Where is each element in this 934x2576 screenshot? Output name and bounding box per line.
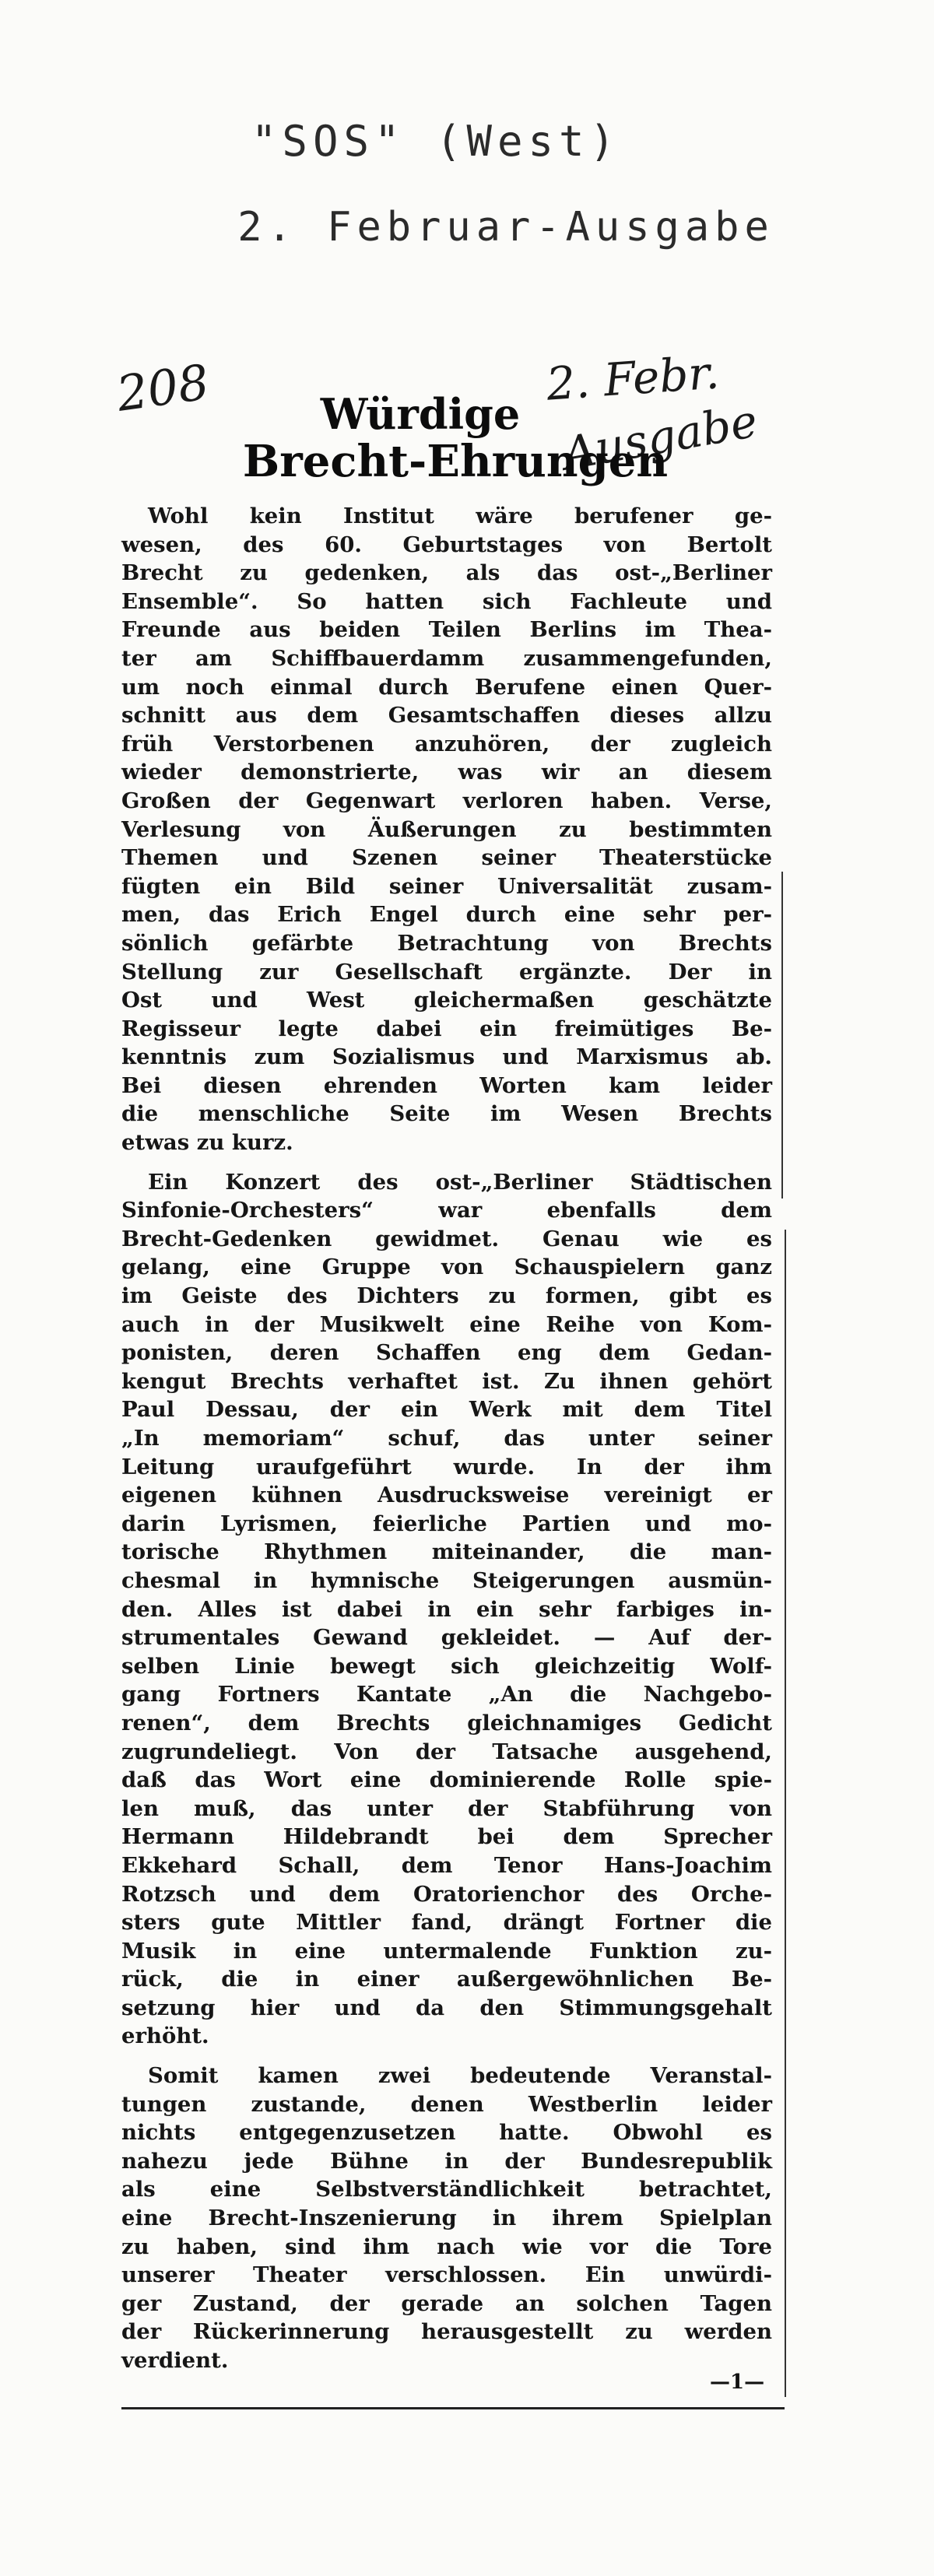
article-line: zugrundeliegt. Von der Tatsache ausgehend, [121,1739,772,1764]
article-line: „In memoriam“ schuf, das unter seiner [121,1426,772,1451]
article-paragraph [121,1168,772,2051]
article-line: die menschliche Seite im Wesen Brechts [121,1101,772,1127]
article-line: wieder demonstrierte, was wir an diesem [121,760,772,785]
handwritten-date-note: 2. Febr. [544,346,722,411]
article-line: kenntnis zum Sozialismus und Marxismus ab. [121,1044,772,1070]
article-line: wesen, des 60. Geburtstages von Bertolt [121,532,772,557]
article-line: ponisten, deren Schaffen eng dem Gedan- [121,1340,772,1366]
article-line: verdient. [121,2348,229,2373]
column-rule-lower [785,1230,786,2397]
article-line: Somit kamen zwei bedeutende Veranstal- [148,2063,772,2089]
article-line: Regisseur legte dabei ein freimütiges Be- [121,1016,772,1041]
article-line: setzung hier und da den Stimmungsgehalt [121,1995,772,2020]
article-body [121,502,772,2375]
article-headline-line-2: Brecht-Ehrungen [242,436,669,487]
article-paragraph [121,2062,772,2375]
edition-header: 2. Februar-Ausgabe [237,204,774,251]
article-line: Paul Dessau, der ein Werk mit dem Titel [121,1397,772,1423]
article-line: etwas zu kurz. [121,1130,293,1156]
article-line: zu haben, sind ihm nach wie vor die Tore [121,2234,772,2259]
handwritten-archive-number: 208 [113,353,212,423]
article-paragraph [121,502,772,1157]
article-line: Ost und West gleichermaßen geschätzte [121,988,772,1013]
article-line: eine Brecht-Inszenierung in ihrem Spielplan [121,2206,772,2231]
article-line: Ekkehard Schall, dem Tenor Hans-Joachim [121,1852,772,1878]
column-rule-upper [781,872,783,1199]
article-line: sönlich gefärbte Betrachtung von Brechts [121,930,772,956]
article-line: im Geiste des Dichters zu formen, gibt es [121,1283,772,1309]
article-line: nichts entgegenzusetzen hatte. Obwohl es [121,2120,772,2146]
article-line: Stellung zur Gesellschaft ergänzte. Der in [121,959,772,984]
article-line: den. Alles ist dabei in ein sehr farbiges in- [121,1596,772,1622]
article-line: nahezu jede Bühne in der Bundesrepublik [121,2148,772,2174]
article-line: len muß, das unter der Stabführung von [121,1795,772,1821]
article-line: der Rückerinnerung herausgestellt zu werden [121,2319,772,2345]
article-line: men, das Erich Engel durch eine sehr per- [121,902,772,928]
article-line: Brecht-Gedenken gewidmet. Genau wie es [121,1226,772,1251]
article-line: Leitung uraufgeführt wurde. In der ihm [121,1454,772,1479]
article-bottom-rule [121,2407,785,2409]
article-line: um noch einmal durch Berufene einen Quer- [121,674,772,700]
article-line: strumentales Gewand gekleidet. — Auf der- [121,1625,772,1651]
article-line: als eine Selbstverständlichkeit betrachtet, [121,2177,772,2202]
article-line: früh Verstorbenen anzuhören, der zugleich [121,731,772,756]
article-line: fügten ein Bild seiner Universalität zusam- [121,873,772,899]
article-line: ter am Schiffbauerdamm zusammengefunden, [121,645,772,671]
article-line: kengut Brechts verhaftet ist. Zu ihnen gehört [121,1368,772,1394]
article-line: unserer Theater verschlossen. Ein unwürdi- [121,2262,772,2288]
article-signature: —1— [710,2371,765,2394]
article-line: Wohl kein Institut wäre berufener ge- [148,504,772,528]
article-line: gelang, eine Gruppe von Schauspielern ganz [121,1255,772,1280]
article-line: chesmal in hymnische Steigerungen ausmün- [121,1567,772,1593]
article-line: renen“, dem Brechts gleichnamiges Gedicht [121,1710,772,1735]
article-line: sters gute Mittler fand, drängt Fortner die [121,1910,772,1936]
article-line: Rotzsch und dem Oratorienchor des Orche- [121,1881,772,1907]
article-line: Brecht zu gedenken, als das ost-„Berliner [121,560,772,586]
article-line: Hermann Hildebrandt bei dem Sprecher [121,1824,772,1850]
article-line: ger Zustand, der gerade an solchen Tagen [121,2290,772,2316]
article-line: torische Rhythmen miteinander, die man- [121,1539,772,1565]
article-line: Sinfonie-Orchesters“ war ebenfalls dem [121,1198,772,1223]
article-line: Freunde aus beiden Teilen Berlins im Thea- [121,617,772,643]
article-line: gang Fortners Kantate „An die Nachgebo- [121,1682,772,1707]
article-line: erhöht. [121,2023,209,2049]
article-line: daß das Wort eine dominierende Rolle spie- [121,1767,772,1793]
article-line: eigenen kühnen Ausdrucksweise vereinigt er [121,1483,772,1508]
article-line: Ensemble“. So hatten sich Fachleute und [121,588,772,614]
article-line: Verlesung von Äußerungen zu bestimmten [121,816,772,842]
article-line: Großen der Gegenwart verloren haben. Verse, [121,788,772,813]
article-line: auch in der Musikwelt eine Reihe von Kom- [121,1311,772,1337]
article-headline-line-1: Würdige [320,389,521,439]
source-header: "SOS" (West) [251,117,621,166]
article-line: Ein Konzert des ost-„Berliner Städtischen [148,1169,772,1195]
article-line: rück, die in einer außergewöhnlichen Be- [121,1967,772,1992]
article-line: tungen zustande, denen Westberlin leider [121,2091,772,2117]
article-line: darin Lyrismen, feierliche Partien und mo- [121,1511,772,1536]
article-line: Themen und Szenen seiner Theaterstücke [121,845,772,871]
article-line: Musik in eine untermalende Funktion zu- [121,1938,772,1964]
article-line: Bei diesen ehrenden Worten kam leider [121,1072,772,1098]
article-line: schnitt aus dem Gesamtschaffen dieses allzu [121,703,772,728]
handwritten-edition-note: Ausgabe [559,394,762,481]
article-line: selben Linie bewegt sich gleichzeitig Wolf- [121,1653,772,1679]
